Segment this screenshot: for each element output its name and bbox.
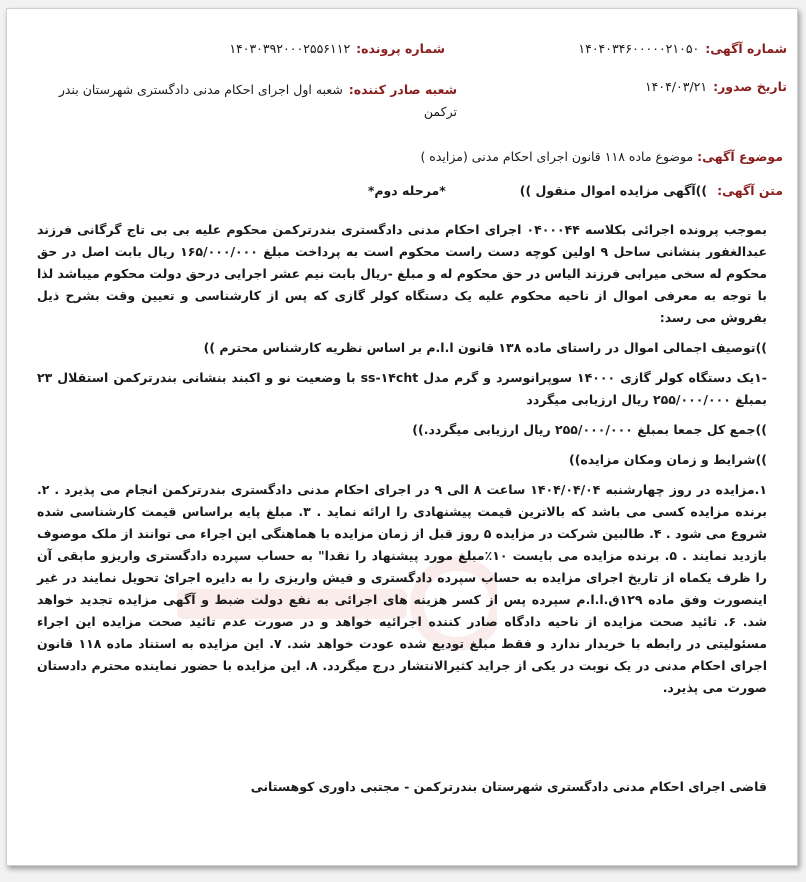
ad-number-value: ۱۴۰۴۰۳۴۶۰۰۰۰۰۲۱۰۵۰ bbox=[578, 41, 700, 56]
ad-stage: *مرحله دوم* bbox=[367, 183, 446, 198]
ad-number bbox=[578, 41, 787, 56]
subject bbox=[420, 149, 783, 164]
subject-text: موضوع ماده ۱۱۸ قانون اجرای احکام مدنی (مزایده ) bbox=[420, 149, 694, 164]
total-valuation: ))جمع کل جمعا بمبلغ ۲۵۵/۰۰۰/۰۰۰ ریال ارزیابی میگردد.)) bbox=[412, 422, 767, 437]
notice-body bbox=[37, 219, 767, 699]
ad-title: ))آگهی مزایده اموال منقول )) bbox=[519, 183, 708, 198]
issuer bbox=[59, 79, 457, 123]
file-number-label: شماره پرونده: bbox=[356, 41, 445, 56]
notice-page bbox=[6, 8, 798, 866]
conditions-heading: ))شرایط و زمان ومکان مزایده)) bbox=[569, 452, 767, 467]
ad-text-header bbox=[368, 183, 783, 198]
issuer-line2: ترکمن bbox=[423, 104, 457, 119]
ad-number-label: شماره آگهی: bbox=[705, 41, 787, 56]
issuer-label: شعبه صادر کننده: bbox=[348, 82, 457, 97]
description-heading: ))توصیف اجمالی اموال در راستای ماده ۱۳۸ قانون ا.ا.م بر اساس نظریه کارشناس محترم )) bbox=[203, 340, 767, 355]
ad-text-label: متن آگهی: bbox=[717, 183, 783, 198]
issue-date-label: تاریخ صدور: bbox=[713, 79, 787, 94]
issue-date bbox=[645, 79, 787, 94]
intro-paragraph: بموجب پرونده اجرائی بکلاسه ۰۴۰۰۰۴۴ اجرای احکام مدنی دادگستری بندرترکمن محکوم علیه بی بی تاج گرگانی فرزند عبدالغفور بنشانی ساحل ۹ اولین کوچه دست راست محکوم است به پرداخت مبلغ ۱۶۵/۰۰۰/۰۰۰ ریال بابت اصل در حق محکوم له سخی میرابی فرزند الیاس در حق محکوم له و مبلغ -ریال بابت نیم عشر اجرایی درحق دولت محکوم میباشد لذا با توجه به معرفی اموال از ناحیه محکوم علیه یک دستگاه کولر گازی که پس از کارشناسی و تعیین وقت بشرح ذیل بفروش می رسد: bbox=[36, 222, 767, 325]
judge-signature: قاضی اجرای احکام مدنی دادگستری شهرستان بندرترکمن - مجتبی داوری کوهستانی bbox=[250, 779, 767, 794]
subject-label: موضوع آگهی: bbox=[697, 149, 783, 164]
conditions-text: ۱.مزایده در روز چهارشنبه ۱۴۰۴/۰۴/۰۴ ساعت ۸ الی ۹ در اجرای احکام مدنی دادگستری بندرترکمن انجام می پذیرد . ۲. برنده مزایده کسی می باشد که بالاترین قیمت پیشنهادی را ارائه نماید . ۳. مبلغ پایه براساس قیمت کارشناسی شده شروع می شود . ۴. طالبین شرکت در مزایده ۵ روز قبل از زمان مزایده با هماهنگی این اجراء می توانند از ملک موصوف بازدید نمایند . ۵. برنده مزایده می بایست ۱۰٪مبلغ مورد پیشنهاد را نقدا" به حساب سپرده دادگستری واریزو مابقی آن را ظرف یکماه از تاریخ اجرای مزایده به حساب سپرده دادگستری و فیش واریزی را به دایره اجرائ تحویل نمایند در غیر اینصورت وفق ماده ۱۲۹ق.ا.ا.م سپرده پس از کسر هزینه های اجرائی به نفع دولت ضبط و آگهی مزایده تجدید خواهد شد. ۶. تائید صحت مزایده از ناحیه دادگاه صادر کننده اجرائیه خواهد و در صورت عدم تائید صحت مزایده این اجراء مسئولیتی در رابطه با خریدار ندارد و فقط مبلغ تودیع شده عودت خواهد شد. ۷. این مزایده به استناد ماده ۱۱۸ قانون اجرای احکام مدنی در یک نوبت در یکی از جراید کثیرالانتشار درج میگردد. ۸. این مزایده با حضور نماینده محترم دادستان صورت می پذیرد. bbox=[37, 482, 767, 695]
file-number-value: ۱۴۰۳۰۳۹۲۰۰۰۲۵۵۶۱۱۲ bbox=[229, 41, 351, 56]
file-number bbox=[229, 41, 445, 56]
issue-date-value: ۱۴۰۴/۰۳/۲۱ bbox=[644, 79, 708, 94]
issuer-line1: شعبه اول اجرای احکام مدنی دادگستری شهرستان بندر bbox=[58, 82, 343, 97]
item-1: -۱یک دستگاه کولر گازی ۱۴۰۰۰ سوپرانوسرد و گرم مدل ss-۱۴cht با وضعیت نو و اکبند بنشانی بندرترکمن استقلال ۲۳ بمبلغ ۲۵۵/۰۰۰/۰۰۰ ریال ارزیابی میگردد bbox=[37, 370, 767, 407]
